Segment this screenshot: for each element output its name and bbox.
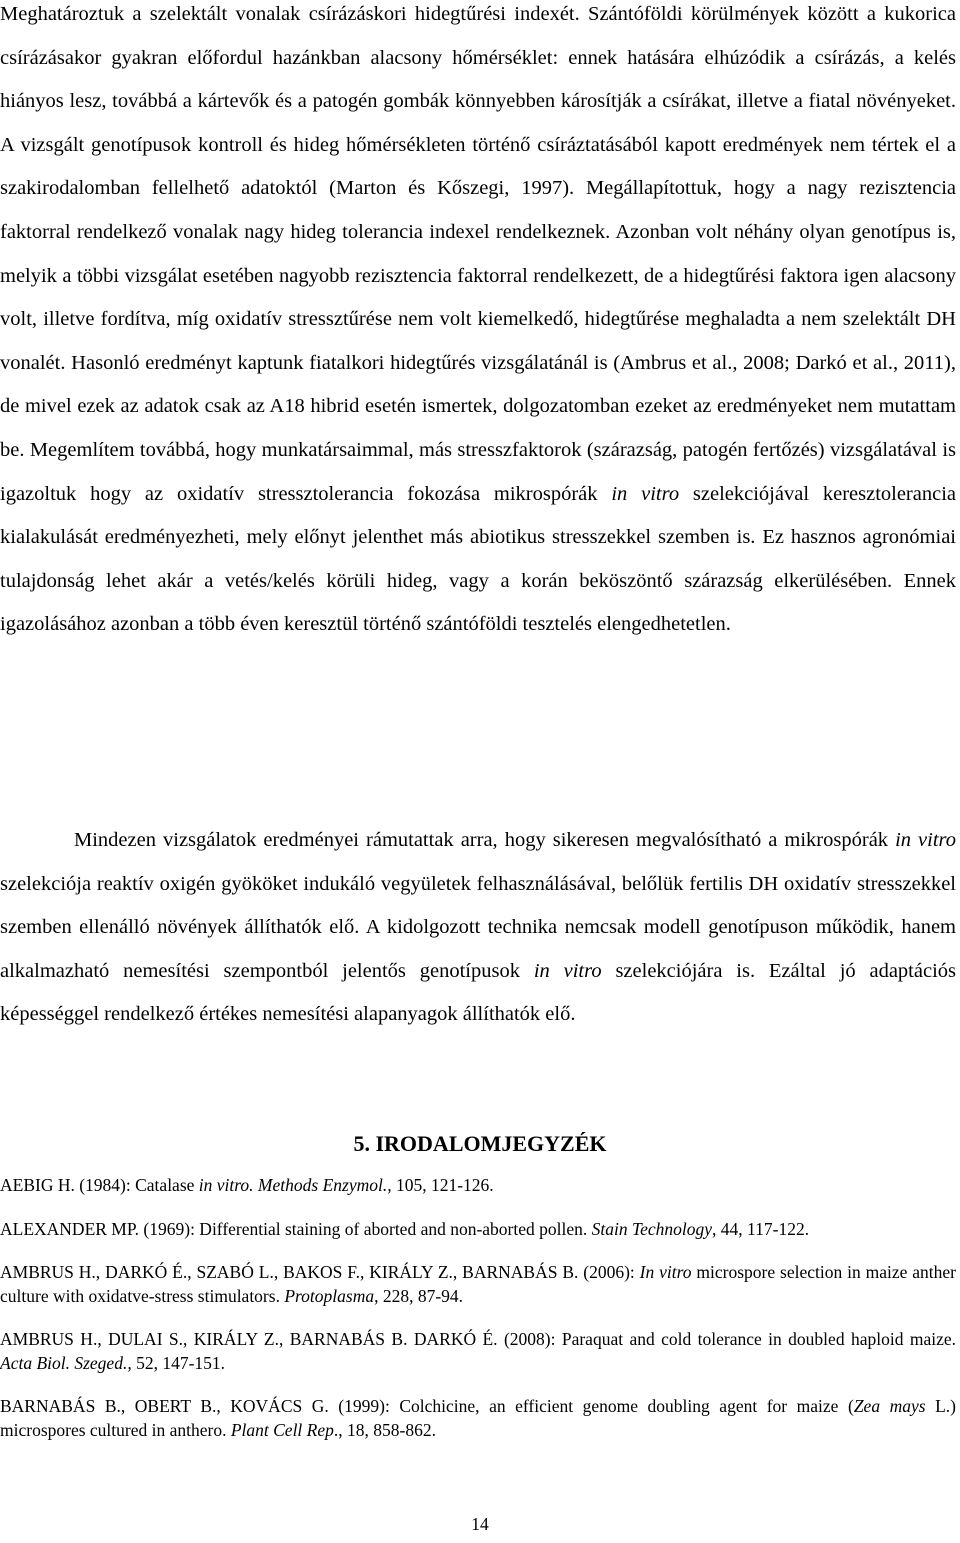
text-run: BARNABÁS B., OBERT B., KOVÁCS G. (1999): Colchicine, an efficient genome doubling agent for maize ( bbox=[0, 1396, 854, 1416]
paragraph-conclusions bbox=[0, 819, 956, 1037]
text-run: szelekciójára is. Ezáltal jó adaptációs képességgel rendelkező értékes nemesítési alapanyagok állíthatók elő. bbox=[0, 959, 957, 1026]
italic-text-run: Stain Technology bbox=[591, 1218, 713, 1239]
italic-text-run: in vitro. Methods Enzymol., bbox=[198, 1175, 392, 1195]
text-run: 52, 147-151. bbox=[131, 1352, 226, 1373]
reference-item bbox=[0, 1261, 956, 1308]
section-heading: 5. IRODALOMJEGYZÉK bbox=[353, 1131, 607, 1156]
text-run: AMBRUS H., DULAI S., KIRÁLY Z., BARNABÁS B. DARKÓ É. (2008): Paraquat and cold tolerance in doubled haploid maize. bbox=[0, 1329, 956, 1349]
italic-text-run: Zea mays bbox=[853, 1396, 926, 1416]
text-run: L.) microspores cultured in anthero. bbox=[0, 1396, 956, 1440]
text-run: 105, 121-126. bbox=[391, 1175, 494, 1195]
paragraph-results-discussion bbox=[0, 0, 956, 647]
text-run: , 44, 117-122. bbox=[712, 1218, 810, 1239]
text-run: ALEXANDER MP. (1969): Differential staining of aborted and non-aborted pollen. bbox=[0, 1218, 592, 1239]
text-run: Mindezen vizsgálatok eredményei rámutattak arra, hogy sikeresen megvalósítható a mikrospórák bbox=[74, 829, 896, 851]
reference-item bbox=[0, 1395, 956, 1442]
italic-text-run: in vitro bbox=[895, 829, 957, 851]
text-run: szelekciója reaktív oxigén gyököket indukáló vegyületek felhasználásával, belőlük fertilis DH oxidatív stresszekkel szemben ellenálló növények állíthatók elő. A kidolgozott technika nemcsak modell genotípuson működik, hanem alkalmazható nemesítési szempontból jelentős genotípusok bbox=[0, 872, 956, 982]
italic-text-run: in vitro bbox=[611, 482, 680, 505]
page-number: 14 bbox=[471, 1514, 489, 1534]
text-run: AEBIG H. (1984): Catalase bbox=[0, 1175, 199, 1195]
text-run: ., 18, 858-862. bbox=[333, 1419, 436, 1440]
text-run: AMBRUS H., DARKÓ É., SZABÓ L., BAKOS F., KIRÁLY Z., BARNABÁS B. (2006): bbox=[0, 1262, 640, 1282]
italic-text-run: In vitro bbox=[639, 1262, 692, 1282]
reference-item bbox=[0, 1328, 956, 1375]
italic-text-run: Plant Cell Rep bbox=[230, 1419, 334, 1440]
text-run: , 228, 87-94. bbox=[374, 1285, 464, 1306]
italic-text-run: in vitro bbox=[533, 959, 602, 982]
italic-text-run: Protoplasma bbox=[284, 1285, 375, 1306]
italic-text-run: Acta Biol. Szeged., bbox=[0, 1352, 132, 1373]
text-run: Meghatároztuk a szelektált vonalak csírázáskori hidegtűrési indexét. Szántóföldi körülmények között a kukorica csírázásakor gyakran előfordul hazánkban alacsony hőmérséklet: ennek hatására elhúzódik a csírázás, a kelés hiányos lesz, továbbá a kártevők és a patogén gombák könnyebben károsítják a csírákat, illetve a fiatal növényeket. A vizsgált genotípusok kontroll és hideg hőmérsékleten történő csíráztatásából kapott eredmények nem tértek el a szakirodalomban fellelhető adatoktól (Marton és Kőszegi, 1997). Megállapítottuk, hogy a nagy rezisztencia faktorral rendelkező vonalak nagy hideg tolerancia indexel rendelkeznek. Azonban volt néhány olyan genotípus is, melyik a többi vizsgálat esetében nagyobb rezisztencia faktorral rendelkezett, de a hidegtűrési faktora igen alacsony volt, illetve fordítva, míg oxidatív stressztűrése nem volt kiemelkedő, hidegtűrése meghaladta a nem szelektált DH vonalét. Hasonló eredményt kaptunk fiatalkori hidegtűrés vizsgálatánál is (Ambrus et al., 2008; Darkó et al., 2011), de mivel ezek az adatok csak az A18 hibrid esetén ismertek, dolgozatomban ezeket az eredményeket nem mutattam be. Megemlítem továbbá, hogy munkatársaimmal, más stresszfaktorok (szárazság, patogén fertőzés) vizsgálatával is igazoltuk hogy az oxidatív stressztolerancia fokozása mikrospórák bbox=[0, 3, 956, 505]
reference-item bbox=[0, 1218, 956, 1242]
text-run: szelekciójával keresztolerancia kialakulását eredményezheti, mely előnyt jelenthet más abiotikus stresszekkel szemben is. Ez hasznos agronómiai tulajdonság lehet akár a vetés/kelés körüli hideg, vagy a korán beköszöntő szárazság elkerülésében. Ennek igazolásához azonban a több éven keresztül történő szántóföldi tesztelés elengedhetetlen. bbox=[0, 482, 957, 636]
text-run: microspore selection in maize anther culture with oxidatve-stress stimulators. bbox=[0, 1262, 956, 1306]
reference-list bbox=[0, 1174, 956, 1442]
reference-item bbox=[0, 1174, 956, 1198]
